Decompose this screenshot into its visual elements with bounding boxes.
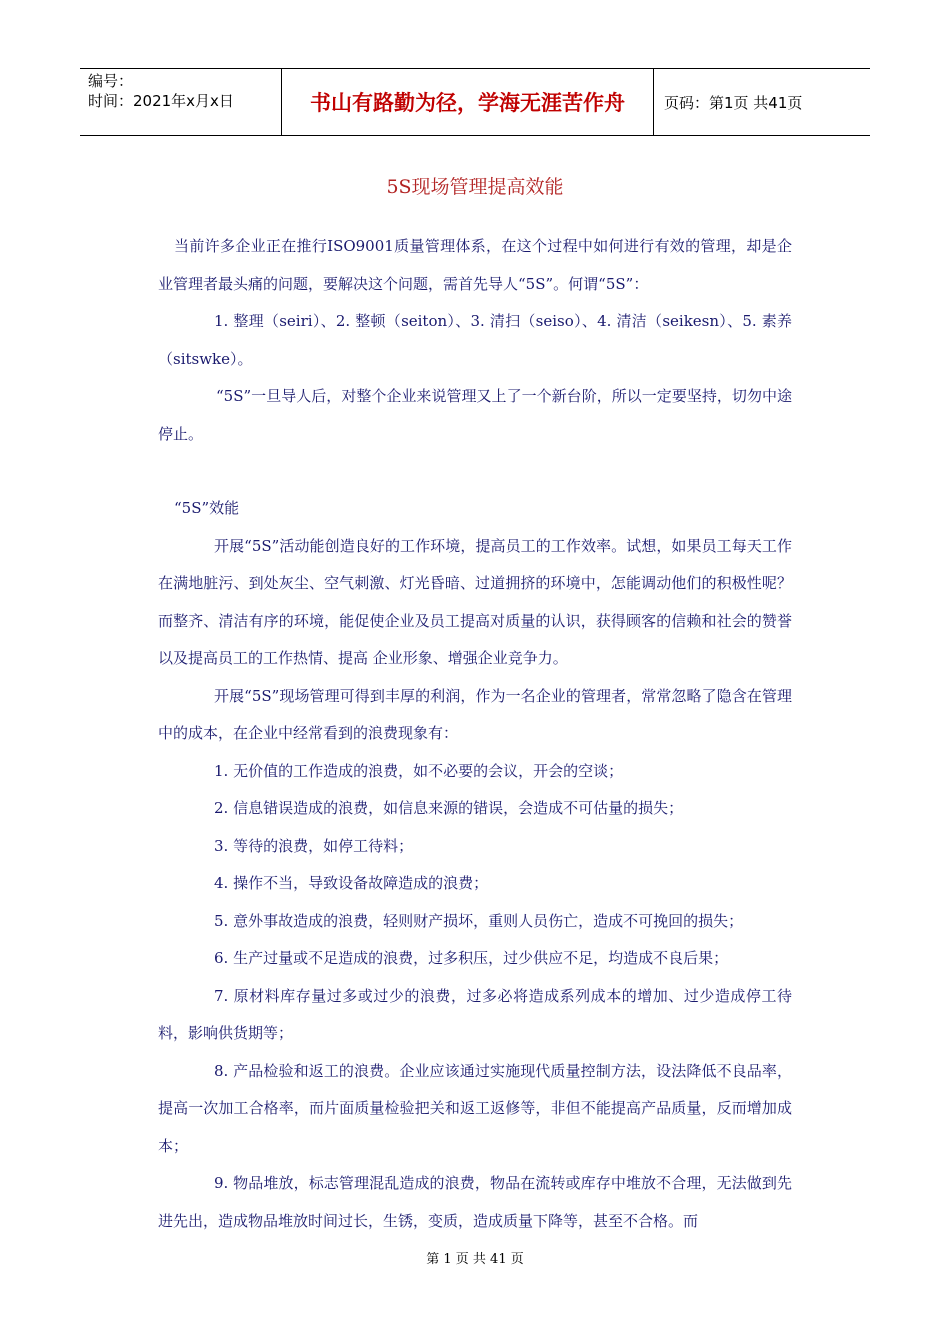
section-heading-5s-benefits: “5S”效能 [174,499,240,517]
paragraph-environment: 开展“5S”活动能创造良好的工作环境，提高员工的工作效率。试想，如果员工每天工作在满地脏污、到处灰尘、空气刺激、灯光昏暗、过道拥挤的环境中，怎能调动他们的积极性呢？而整齐、清洁有序的环境，能促使企业及员工提高对质量的认识，获得顾客的信赖和社会的赞誉以及提高员工的工作热情、提高 企业形象、增强企业竞争力。 [158,536,792,667]
list-item-waste-1: 1. 无价值的工作造成的浪费，如不必要的会议，开会的空谈； [214,761,624,780]
header-motto: 书山有路勤为径，学海无涯苦作舟 [282,69,654,135]
list-item-waste-6: 6. 生产过量或不足造成的浪费，过多积压，过少供应不足，均造成不良后果； [214,949,729,967]
list-item-waste-2: 2. 信息错误造成的浪费，如信息来源的错误，会造成不可估量的损失； [214,799,684,817]
page-footer: 第 1 页 共 41 页 [426,1252,524,1267]
list-item-waste-4: 4. 操作不当，导致设备故障造成的浪费； [214,874,489,892]
paragraph-profit: 开展“5S”现场管理可得到丰厚的利润，作为一名企业的管理者，常常忽略了隐含在管理中的成本，在企业中经常看到的浪费现象有： [158,686,792,742]
time-label: 时间：2021年x月x日 [88,92,234,110]
paragraph-intro: 当前许多企业正在推行ISO9001质量管理体系，在这个过程中如何进行有效的管理，却是企业管理者最头痛的问题，要解决这个问题，需首先导人“5S”。何谓“5S”： [158,237,792,293]
list-item-waste-9: 9. 物品堆放，标志管理混乱造成的浪费，物品在流转或库存中堆放不合理，无法做到先进先出，造成物品堆放时间过长，生锈，变质，造成质量下降等，甚至不合格。而 [158,1174,792,1230]
paragraph-5s-adoption: “5S”一旦导人后，对整个企业来说管理又上了一个新台阶，所以一定要坚持，切勿中途停止。 [158,387,792,443]
document-header [80,68,870,136]
list-item-waste-8: 8. 产品检验和返工的浪费。企业应该通过实施现代质量控制方法，设法降低不良品率，提高一次加工合格率，而片面质量检验把关和返工返修等，非但不能提高产品质量，反而增加成本； [158,1061,792,1155]
spacer [158,453,792,490]
list-item-waste-5: 5. 意外事故造成的浪费，轻则财产损坏，重则人员伤亡，造成不可挽回的损失； [214,911,744,930]
paragraph-5s-list: 1. 整理（seiri）、2. 整顿（seiton）、3. 清扫（seiso）、4. 清洁（seikesn）、5. 素养（sitswke）。 [158,312,792,368]
header-page-info: 页码：第1页 共41页 [664,93,803,112]
list-item-waste-7: 7. 原材料库存量过多或过少的浪费，过多必将造成系列成本的增加、过少造成停工待料，影响供货期等； [158,986,792,1042]
number-label: 编号： [88,72,134,90]
list-item-waste-3: 3. 等待的浪费，如停工待料； [214,836,414,855]
document-body [158,228,792,1240]
document-title: 5S现场管理提高效能 [386,176,564,198]
header-meta [80,69,282,135]
